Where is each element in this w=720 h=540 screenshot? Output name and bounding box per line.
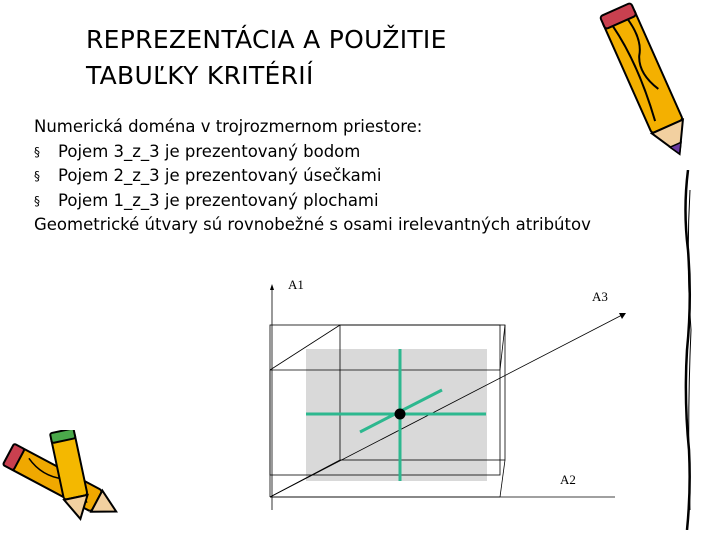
bullet-suffix: je prezentovaný bodom — [159, 141, 361, 161]
concept-term: 3_z_3 — [113, 141, 160, 161]
concept-term: 2_z_3 — [113, 166, 160, 185]
closing-text: Geometrické útvary sú rovnobežné s osami irelevantných atribútov — [34, 215, 591, 234]
axis-a2-label: A2 — [560, 472, 576, 487]
bullet-suffix: je prezentovaný úsečkami — [159, 166, 382, 185]
bullet-prefix: Pojem — [58, 141, 114, 161]
concept-point — [395, 409, 406, 420]
title-line-1: REPREZENTÁCIA A POUŽITIE — [86, 25, 447, 54]
bullet-suffix: je prezentovaný plochami — [159, 190, 379, 210]
bullet-marker: § — [34, 169, 40, 183]
axis-a3-label: A3 — [592, 289, 608, 304]
concept-term: 1_z_3 — [113, 190, 160, 210]
bullet-marker: § — [34, 193, 40, 208]
axis-a1-label: A1 — [288, 277, 304, 292]
cube-edge-bottom-right — [500, 460, 505, 497]
pencils-clipart-icon — [0, 430, 140, 540]
bullet-marker: § — [34, 144, 40, 159]
bullet-prefix: Pojem — [58, 190, 114, 210]
bullet-prefix: Pojem — [58, 166, 114, 185]
axis-a1-arrowhead — [270, 284, 274, 290]
vertical-scribble-line — [678, 170, 698, 530]
title-line-2: TABUĽKY KRITÉRIÍ — [86, 61, 314, 90]
pencil-clipart-icon — [590, 0, 710, 175]
cube-edge-top-right — [500, 325, 505, 370]
intro-text: Numerická doména v trojrozmernom priestore: — [34, 117, 423, 136]
